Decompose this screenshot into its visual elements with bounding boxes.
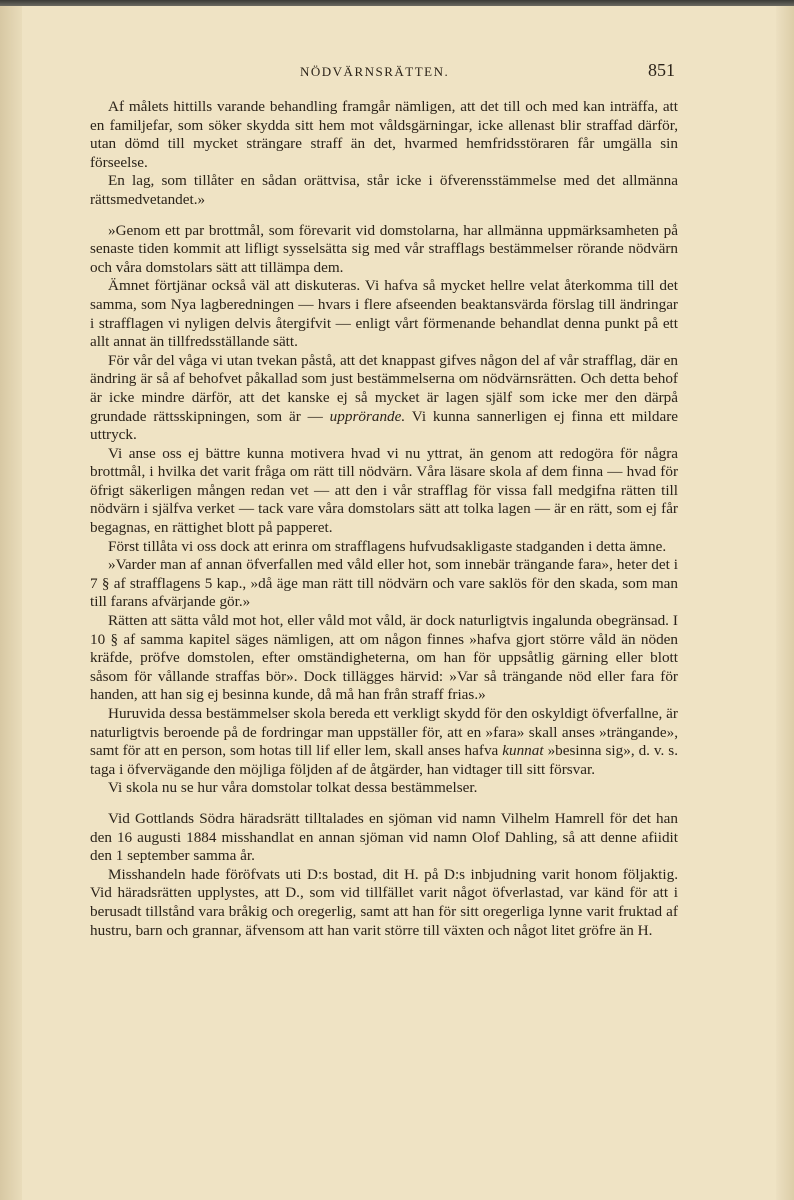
- left-binding-edge: [0, 6, 22, 1200]
- body-text: [90, 98, 678, 940]
- page-number: 851: [648, 60, 675, 80]
- paragraph: Rätten att sätta våld mot hot, eller våld mot våld, är dock naturligtvis ingalunda obegränsad. I 10 § af samma kapitel säges nämligen, att om någon finnes »hafva gjort större våld än nöden kräfde, pröfve domstolen, efter omständigheterna, om han för uppsåtlig gärning eller blott såsom för vållande straffas bör». Dock tillägges härvid: »Var så trängande nöd eller fara för handen, att han sig ej besinna kunde, då må han från straff frias.»: [90, 612, 678, 704]
- paragraph: För vår del våga vi utan tvekan påstå, att det knappast gifves någon del af vår strafflag, där en ändring är så af behofvet påkallad som just bestämmelserna om nödvärnsrätten. Och detta behof är icke mindre därför, att det kanske ej så mycket är lagen själf som icke mer den därpå grundade rättsskipningen, som är — upprörande. Vi kunna sannerligen ej finna ett mildare uttryck.: [90, 351, 678, 444]
- paragraph: »Varder man af annan öfverfallen med våld eller hot, som innebär trängande fara», heter det i 7 § af strafflagens 5 kap., »då äge man rätt till nödvärn och vare saklös för den skada, som man till farans afvärjande gör.»: [90, 556, 678, 611]
- paragraph: Misshandeln hade föröfvats uti D:s bostad, dit H. på D:s inbjudning varit honom följaktig. Vid häradsrätten upplystes, att D., som vid tillfället varit något öfverlastad, var känd för att i berusadt tillstånd vara bråkig och oregerlig, samt att han för sitt oregerliga lynne varit fruktad af hustru, barn och grannar, äfvensom att han varit större till växten och något litet gröfre än H.: [90, 865, 678, 939]
- paragraph: Vi anse oss ej bättre kunna motivera hvad vi nu yttrat, än genom att redogöra för några brottmål, i hvilka det varit fråga om rätt till nödvärn. Våra läsare skola af dem finna — hvad för öfrigt säkerligen mången redan vet — att den i vår strafflag för vissa fall medgifna rätten till nödvärn i själfva verket — tack vare våra domstolars sätt att tolka lagen — är en rätt, som ej får begagnas, en rättighet blott på papperet.: [90, 444, 678, 537]
- paragraph: En lag, som tillåter en sådan orättvisa, står icke i öfverensstämmelse med det allmänna rättsmedvetandet.»: [90, 172, 678, 208]
- running-title: NÖDVÄRNSRÄTTEN.: [300, 64, 450, 79]
- paragraph: Först tillåta vi oss dock att erinra om strafflagens hufvudsakligaste stadganden i detta ämne.: [108, 537, 667, 555]
- paragraph: »Genom ett par brottmål, som förevarit vid domstolarna, har allmänna uppmärksamheten på senaste tiden kommit att lifligt sysselsätta sig med vår strafflags bestämmelser rörande nödvärn och våra domstolars sätt att tillämpa dem.: [90, 221, 678, 276]
- page-top-edge: [0, 0, 794, 6]
- paragraph: Ämnet förtjänar också väl att diskuteras. Vi hafva så mycket hellre velat återkomma till det samma, som Nya lagberedningen — hvars i flere afseenden beaktansvärda förslag till ändringar i strafflagen vi nyligen delvis återgifvit — enligt vårt förmenande behandlat denna punkt på ett allt annat än tillfredsställande sätt.: [90, 277, 678, 351]
- running-head: [95, 60, 675, 84]
- paragraph: Vi skola nu se hur våra domstolar tolkat dessa bestämmelser.: [108, 779, 478, 797]
- paragraph: Huruvida dessa bestämmelser skola bereda ett verkligt skydd för den oskyldigt öfverfallne, är naturligtvis beroende på de fordringar man uppställer för, att en »fara» skall anses »trängande», samt för att en person, som hotas till lif eller lem, skall anses hafva kunnat »besinna sig», d. v. s. taga i öfvervägande den möjliga följden af de åtgärder, han vidtager till sitt försvar.: [90, 705, 679, 778]
- italic-emphasis: upprörande.: [329, 407, 406, 425]
- paragraph: Af målets hittills varande behandling framgår nämligen, att det till och med kan inträffa, att en familjefar, som söker skydda sitt hem mot våldsgärningar, icke allenast blir straffad därför, utan dömd till mycket strängare straff än det, hvarmed hemfridsstöraren får umgälla sin förseelse.: [90, 98, 678, 171]
- right-page-edge: [776, 6, 794, 1200]
- italic-emphasis: kunnat: [502, 742, 544, 760]
- paragraph: Vid Gottlands Södra häradsrätt tilltalades en sjöman vid namn Vilhelm Hamrell för det han den 16 augusti 1884 misshandlat en annan sjöman vid namn Olof Dahling, så att denne afiidit den 1 september samma år.: [90, 809, 678, 865]
